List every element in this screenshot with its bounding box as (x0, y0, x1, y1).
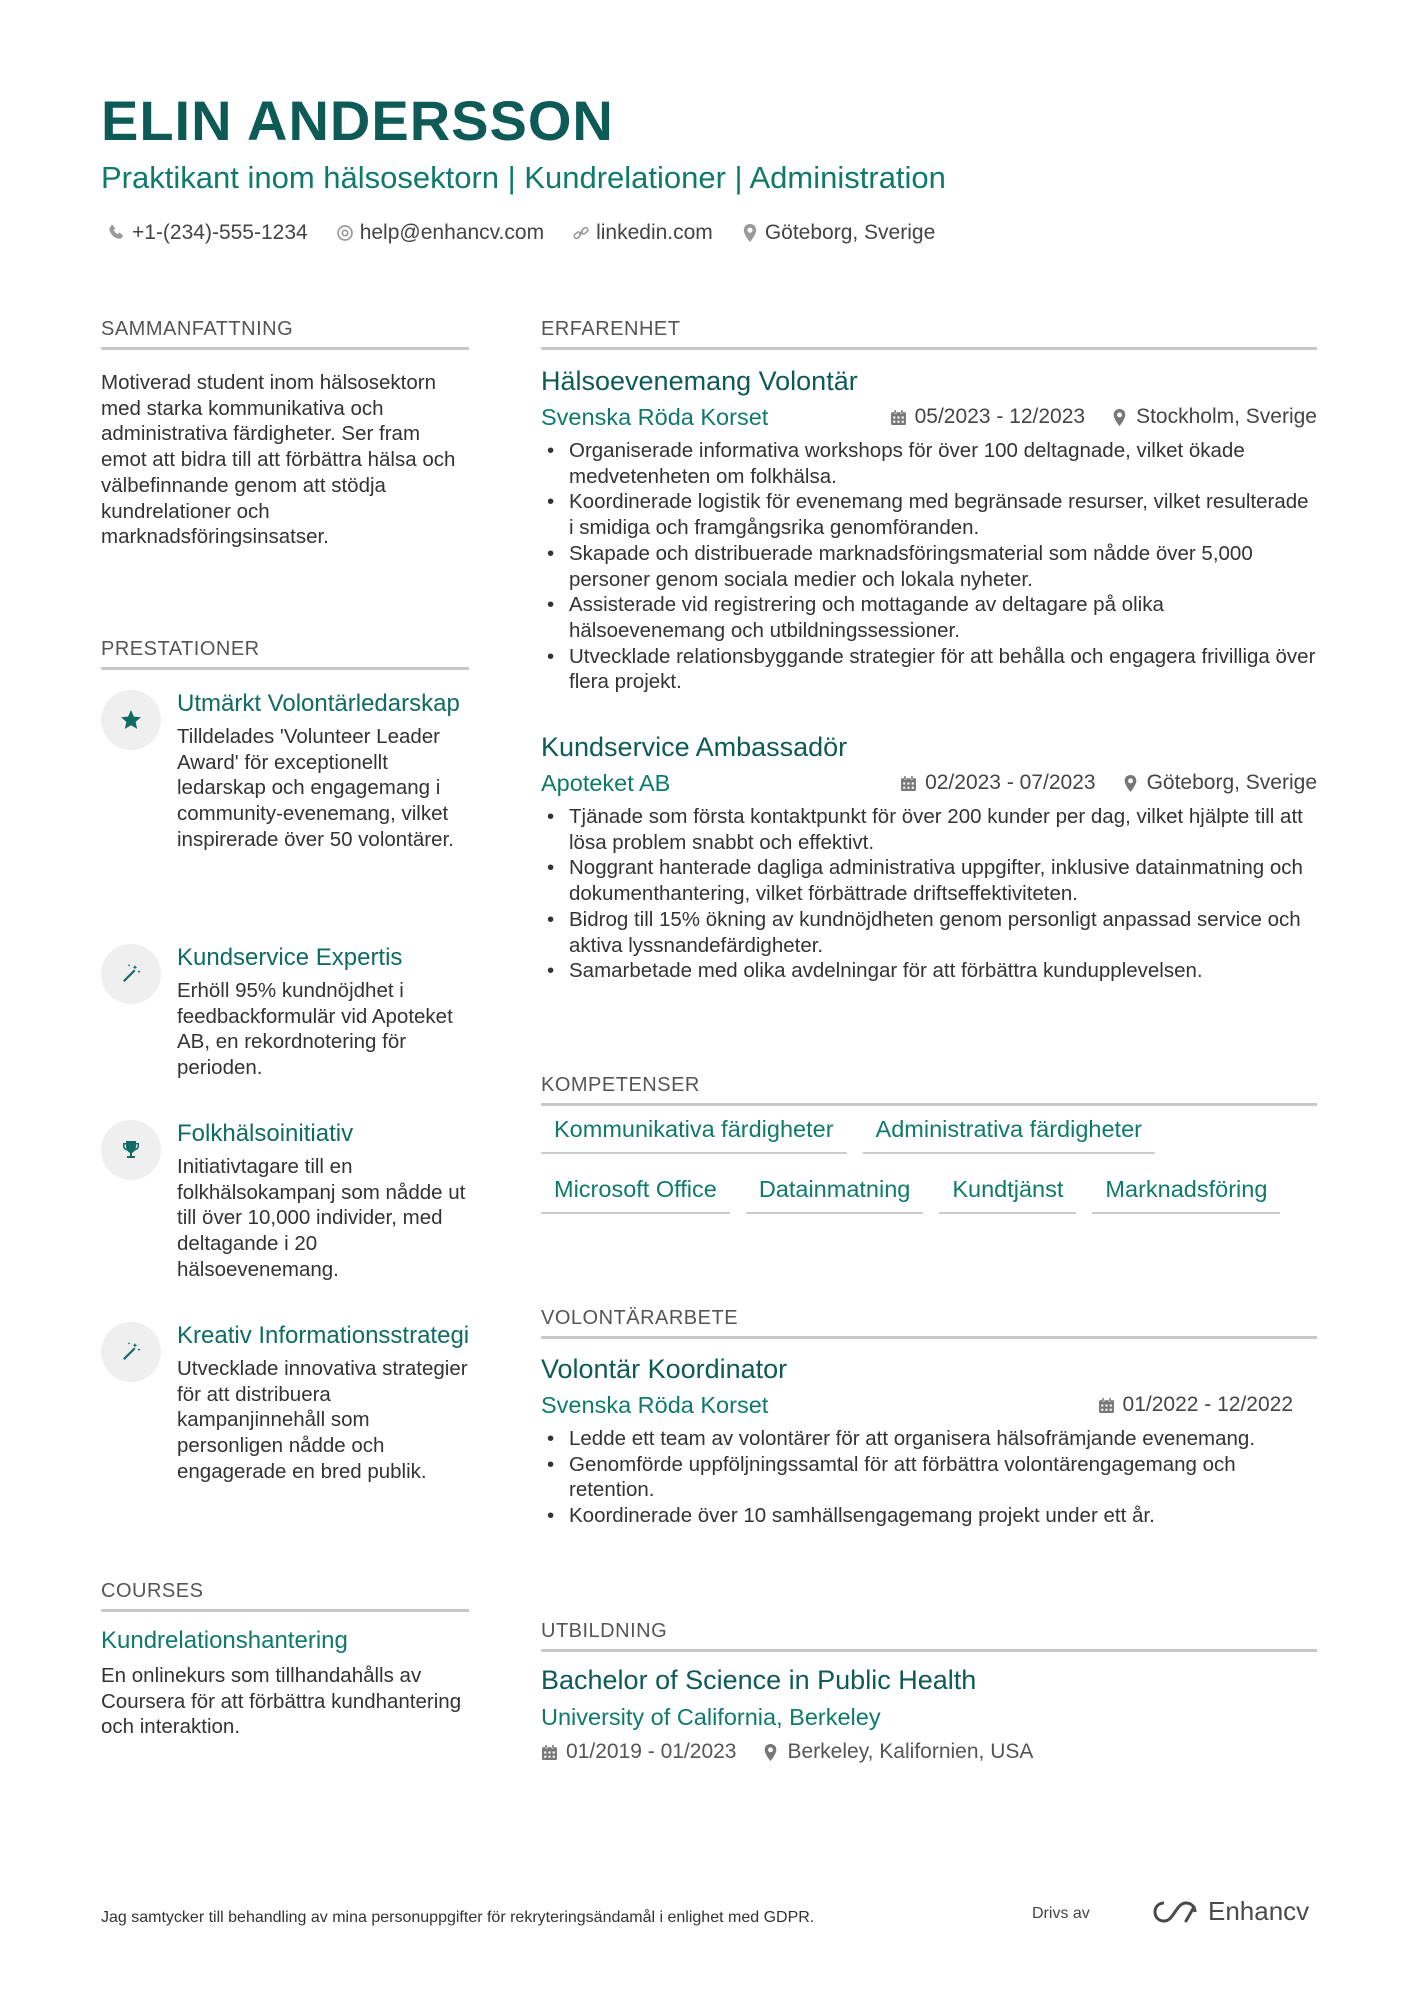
bullet-item: • Koordinerade logistik för evenemang med begränsade resurser, vilket resulterade i smidiga och framgångsrika genomföranden. (541, 489, 1317, 540)
calendar-icon (890, 409, 907, 426)
degree-title: Bachelor of Science in Public Health (541, 1665, 977, 1695)
section-title-summary: SAMMANFATTNING (101, 318, 469, 350)
achievement-title: Kreativ Informationsstrategi (177, 1322, 470, 1349)
achievement-title: Folkhälsoinitiativ (177, 1120, 354, 1147)
education-location (762, 1740, 1033, 1764)
contact-phone[interactable] (108, 221, 308, 245)
gdpr-consent: Jag samtycker till behandling av mina personuppgifter för rekryteringsändamål i enlighet med GDPR. (101, 1909, 815, 1926)
job-dates (890, 405, 1085, 429)
summary-text: Motiverad student inom hälsosektorn med starka kommunikativa och administrativa färdigheter. Ser fram emot att bidra till att förbättra hälsa och välbefinnande genom att stödja kundrelationer och marknadsföringsinsatser. (101, 371, 456, 549)
brand-logo[interactable] (1152, 1896, 1309, 1927)
contact-location (741, 221, 935, 245)
headline: Praktikant inom hälsosektorn | Kundrelationer | Administration (101, 160, 946, 195)
job-bullets (541, 438, 1317, 695)
bullet-item: • Assisterade vid registrering och mottagande av deltagare på olika hälsoevenemang och utbildningssessioner. (541, 592, 1317, 643)
job-location-text: Göteborg, Sverige (1146, 771, 1317, 794)
candidate-name: ELIN ANDERSSON (101, 89, 614, 152)
section-title-experience: ERFARENHET (541, 318, 1317, 350)
powered-by-label: Drivs av (1032, 1905, 1090, 1922)
job-location-text: Stockholm, Sverige (1136, 405, 1317, 428)
course-title: Kundrelationshantering (101, 1627, 348, 1654)
skill-tag: Datainmatning (746, 1176, 924, 1214)
bullet-item: • Koordinerade över 10 samhällsengagemang projekt under ett år. (541, 1503, 1317, 1529)
enhancv-logo-icon (1152, 1899, 1198, 1925)
achievement-description: Utvecklade innovativa strategier för att distribuera kampanjinnehåll som personligen nådde och engagerade en bred publik. (177, 1357, 468, 1483)
contact-linkedin-text: linkedin.com (596, 221, 713, 244)
school-name: University of California, Berkeley (541, 1704, 881, 1730)
job-entry (541, 364, 1317, 695)
achievement-description: Erhöll 95% kundnöjdhet i feedbackformulär vid Apoteket AB, en rekordnotering för perioden. (177, 979, 453, 1080)
education-dates (541, 1740, 736, 1764)
education-meta (541, 1740, 1033, 1764)
bullet-item: • Samarbetade med olika avdelningar för att förbättra kundupplevelsen. (541, 958, 1317, 984)
education-location-text: Berkeley, Kalifornien, USA (787, 1740, 1034, 1763)
contact-bar (108, 221, 935, 245)
location-icon (1111, 409, 1128, 426)
phone-icon (108, 224, 126, 242)
volunteer-title: Volontär Koordinator (541, 1354, 788, 1384)
magic-wand-icon (101, 1322, 161, 1382)
section-title-education: UTBILDNING (541, 1620, 1317, 1652)
job-dates (900, 771, 1095, 795)
achievement-description: Tilldelades 'Volunteer Leader Award' för exceptionellt ledarskap och engagemang i community-evenemang, vilket inspirerade över 50 volontärer. (177, 725, 454, 851)
achievement-title: Utmärkt Volontärledarskap (177, 690, 460, 717)
link-icon (572, 224, 590, 242)
skills-list (541, 1116, 1317, 1236)
location-icon (1122, 775, 1139, 792)
organization-name: Svenska Röda Korset (541, 1392, 769, 1418)
volunteer-dates (1098, 1393, 1293, 1417)
bullet-item: • Genomförde uppföljningssamtal för att förbättra volontärengagemang och retention. (541, 1452, 1317, 1503)
star-icon (101, 690, 161, 750)
contact-phone-text: +1-(234)-555-1234 (132, 221, 308, 244)
skill-tag: Kommunikativa färdigheter (541, 1116, 847, 1154)
job-entry (541, 730, 1317, 984)
volunteer-dates-text: 01/2022 - 12/2022 (1122, 1393, 1293, 1416)
magic-wand-icon (101, 944, 161, 1004)
calendar-icon (541, 1744, 558, 1761)
volunteer-bullets (541, 1426, 1317, 1529)
location-icon (741, 224, 759, 242)
section-title-achievements: PRESTATIONER (101, 638, 469, 670)
job-title: Hälsoevenemang Volontär (541, 366, 858, 396)
job-title: Kundservice Ambassadör (541, 732, 848, 762)
company-name: Apoteket AB (541, 770, 671, 796)
achievement-description: Initiativtagare till en folkhälsokampanj som nådde ut till över 10,000 individer, med deltagande i 20 hälsoevenemang. (177, 1155, 466, 1281)
job-meta (541, 768, 1317, 802)
contact-linkedin[interactable] (572, 221, 713, 245)
section-title-volunteering: VOLONTÄRARBETE (541, 1307, 1317, 1339)
bullet-item: • Ledde ett team av volontärer för att organisera hälsofrämjande evenemang. (541, 1426, 1317, 1452)
brand-name: Enhancv (1208, 1896, 1310, 1926)
bullet-item: • Utvecklade relationsbyggande strategier för att behålla och engagera frivilliga över flera projekt. (541, 644, 1317, 695)
contact-location-text: Göteborg, Sverige (764, 221, 936, 244)
section-title-skills: KOMPETENSER (541, 1074, 1317, 1106)
bullet-item: • Tjänade som första kontaktpunkt för över 200 kunder per dag, vilket hjälpte till att lösa problem snabbt och effektivt. (541, 804, 1317, 855)
job-meta (541, 402, 1317, 436)
bullet-item: • Bidrog till 15% ökning av kundnöjdheten genom personligt anpassad service och aktiva lyssnandefärdigheter. (541, 907, 1317, 958)
skill-tag: Kundtjänst (939, 1176, 1076, 1214)
contact-email-text: help@enhancv.com (359, 221, 545, 244)
skill-tag: Marknadsföring (1092, 1176, 1280, 1214)
at-icon (336, 224, 354, 242)
course-description: En onlinekurs som tillhandahålls av Coursera för att förbättra kundhantering och interaktion. (101, 1664, 462, 1739)
job-dates-text: 02/2023 - 07/2023 (925, 771, 1096, 794)
volunteer-meta (541, 1390, 1317, 1424)
job-location (1122, 771, 1317, 795)
job-bullets (541, 804, 1317, 984)
skill-tag: Administrativa färdigheter (863, 1116, 1155, 1154)
calendar-icon (1098, 1397, 1115, 1414)
education-dates-text: 01/2019 - 01/2023 (566, 1740, 737, 1763)
volunteer-entry (541, 1352, 1317, 1529)
skill-tag: Microsoft Office (541, 1176, 730, 1214)
contact-email[interactable] (336, 221, 544, 245)
calendar-icon (900, 775, 917, 792)
location-icon (762, 1744, 779, 1761)
trophy-icon (101, 1120, 161, 1180)
achievement-title: Kundservice Expertis (177, 944, 403, 971)
bullet-item: • Organiserade informativa workshops för över 100 deltagnade, vilket ökade medvetenheten om folkhälsa. (541, 438, 1317, 489)
job-location (1111, 405, 1317, 429)
job-dates-text: 05/2023 - 12/2023 (914, 405, 1086, 428)
bullet-item: • Noggrant hanterade dagliga administrativa uppgifter, inklusive datainmatning och dokumenthantering, vilket förbättrade driftseffektiviteten. (541, 855, 1317, 906)
company-name: Svenska Röda Korset (541, 404, 769, 430)
bullet-item: • Skapade och distribuerade marknadsföringsmaterial som nådde över 5,000 personer genom sociala medier och lokala nyheter. (541, 541, 1317, 592)
section-title-courses: COURSES (101, 1580, 469, 1612)
